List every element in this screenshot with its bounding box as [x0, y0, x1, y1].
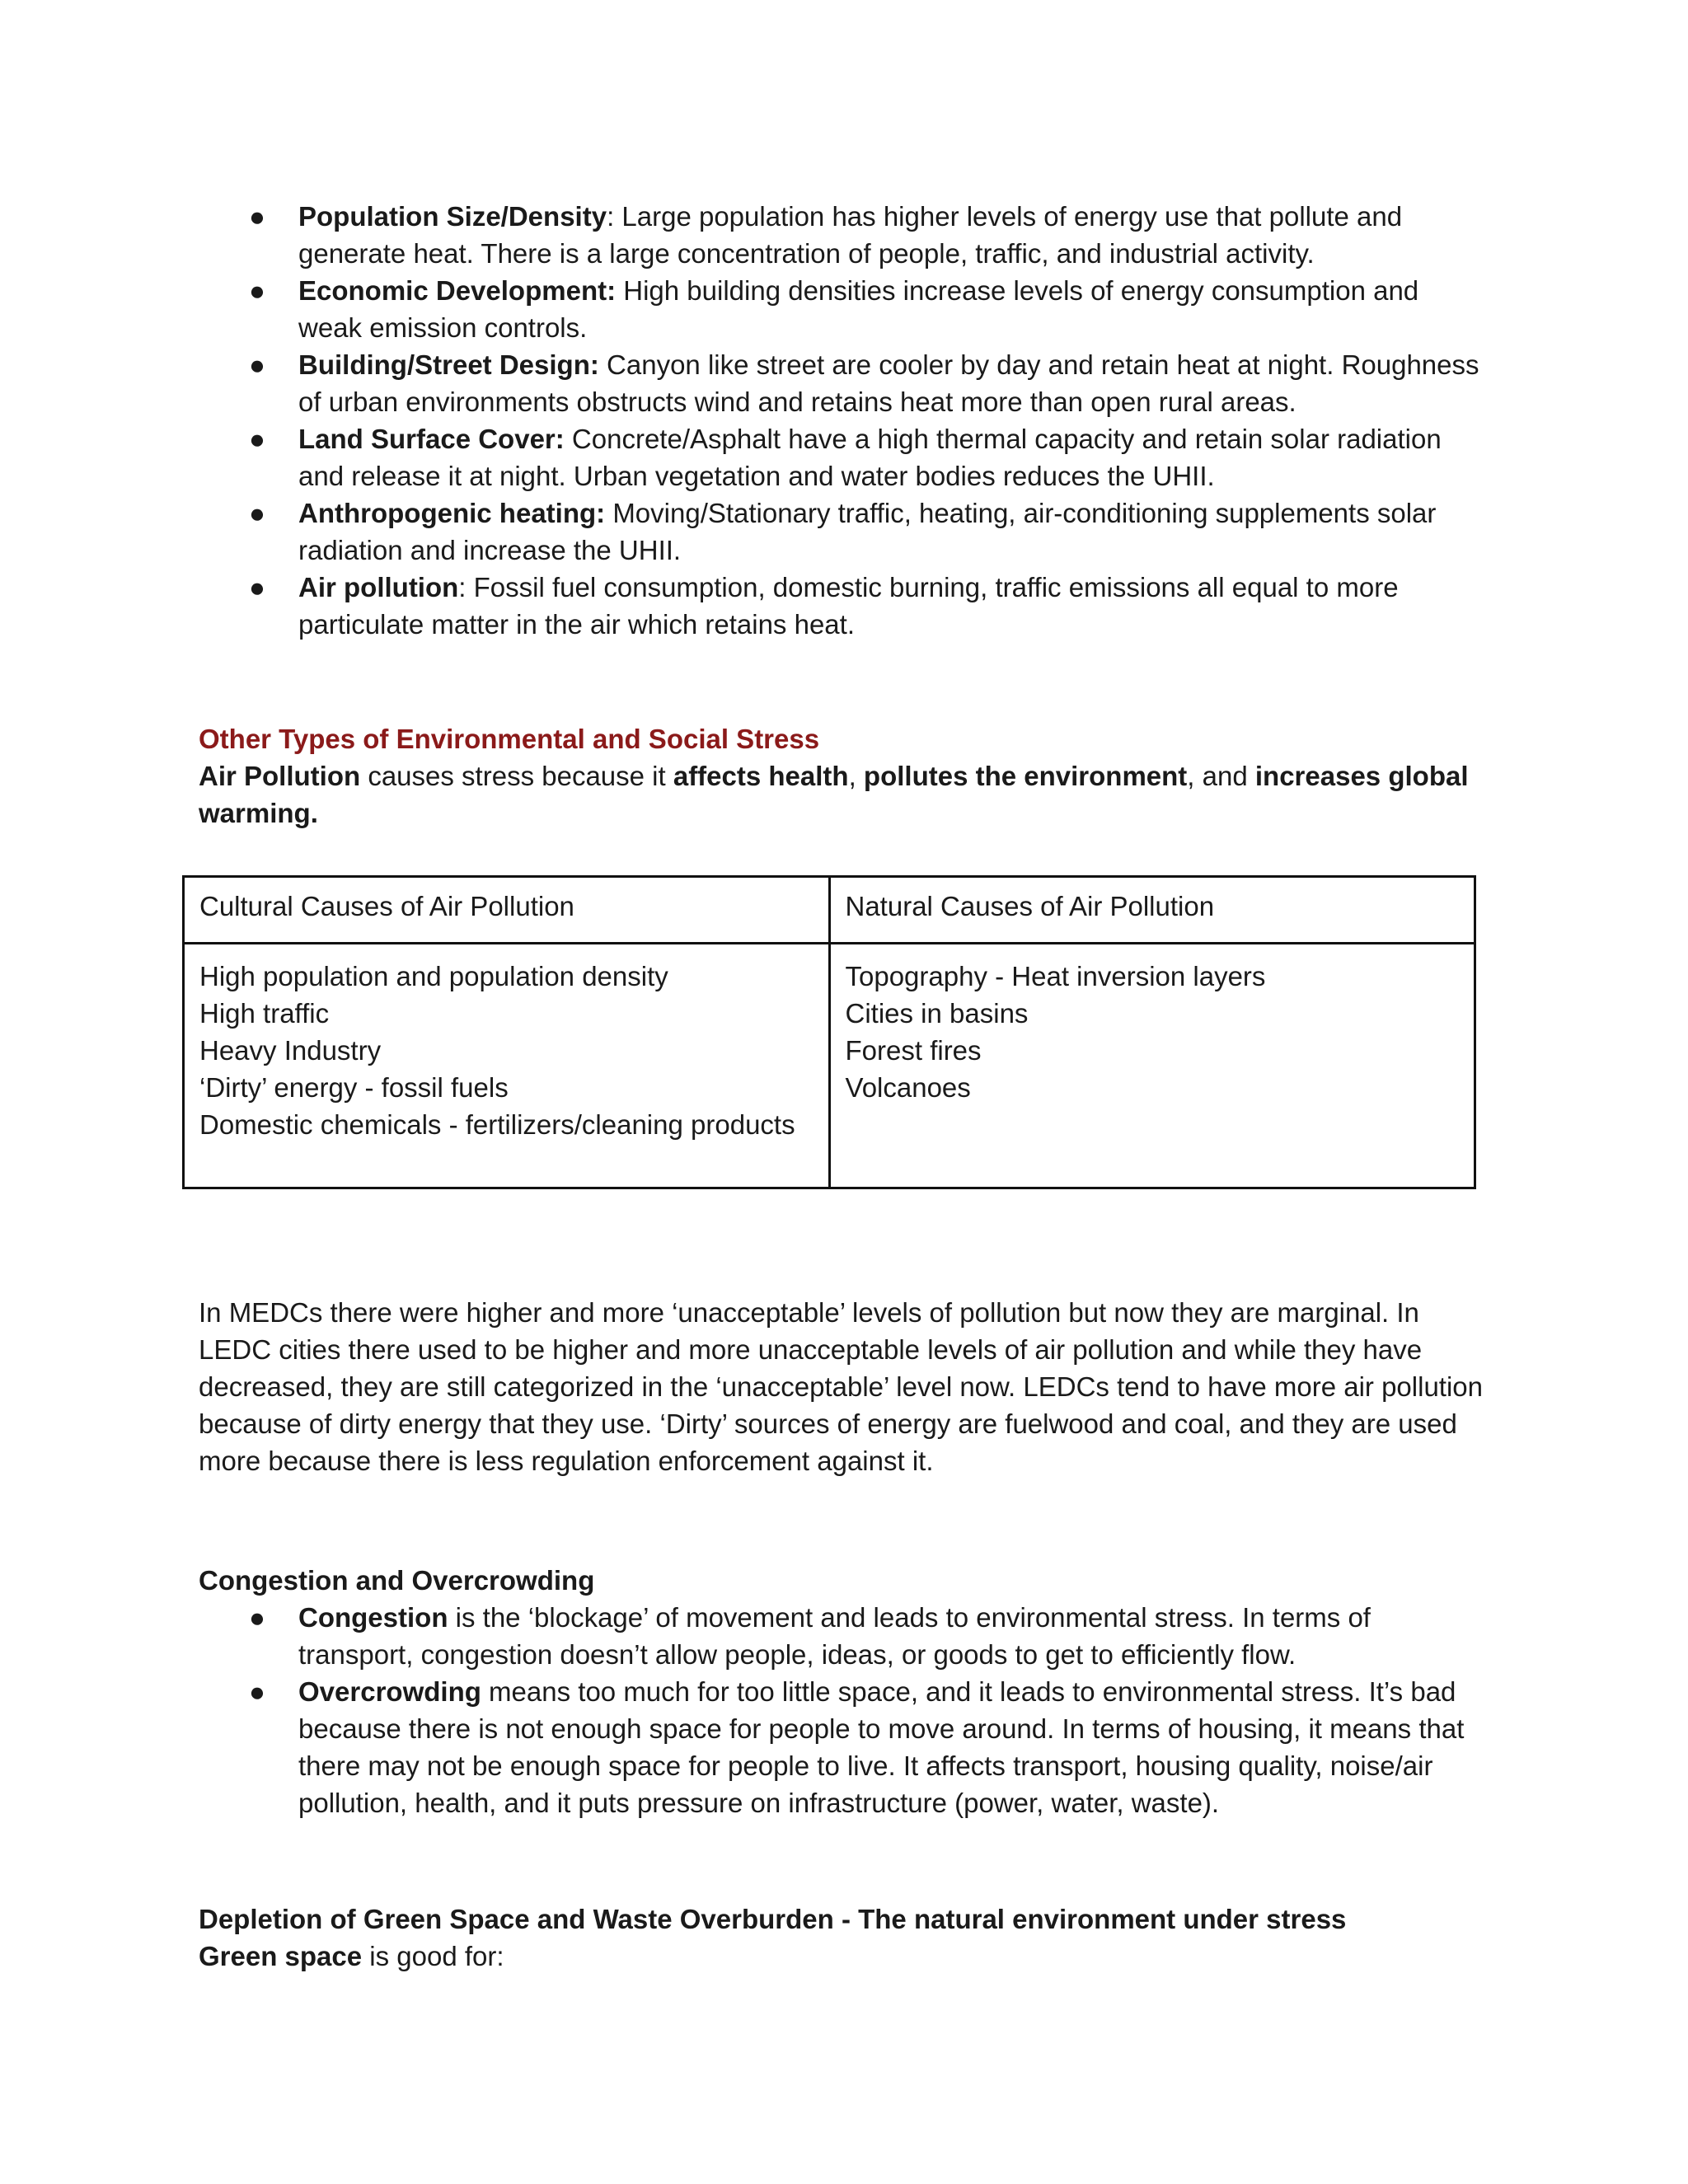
list-item: High population and population density	[199, 961, 668, 991]
factor-text: High building densities increase levels of energy consumption and weak emission controls.	[298, 275, 1419, 343]
factor-term: Population Size/Density	[298, 201, 607, 232]
bullet-icon: ●	[249, 1676, 265, 1707]
factor-text: Moving/Stationary traffic, heating, air-conditioning supplements solar radiation and increase the UHII.	[298, 498, 1437, 565]
medc-ledc-paragraph: In MEDCs there were higher and more ‘unacceptable’ levels of pollution but now they are marginal. In LEDC cities there used to be higher and more unacceptable levels of air pollution and while they have decreased, they are still categorized in the ‘unacceptable’ level now. LEDCs tend to have more air pollution because of dirty energy that they use. ‘Dirty’ sources of energy are fuelwood and coal, and they are used more because there is less regulation enforcement against it.	[199, 1297, 1484, 1476]
factor-item	[199, 272, 1484, 346]
factor-term: Air pollution	[298, 572, 459, 602]
green-space-section	[199, 1900, 1484, 1975]
bullet-icon: ●	[249, 424, 265, 454]
section-heading: Congestion and Overcrowding	[199, 1565, 595, 1596]
uhi-factors-list	[199, 198, 1484, 643]
bullet-icon: ●	[249, 498, 265, 528]
list-item: ● Congestion is the ‘blockage’ of movement and leads to environmental stress. In terms of transport, congestion doesn’t allow people, ideas, or goods to get to efficiently flow.	[199, 1599, 1484, 1673]
list-item: ‘Dirty’ energy - fossil fuels	[199, 1072, 509, 1103]
bullet-icon: ●	[249, 572, 265, 602]
factor-text: Canyon like street are cooler by day and retain heat at night. Roughness of urban environments obstructs wind and retains heat more than open rural areas.	[298, 349, 1479, 417]
bullet-icon: ●	[249, 201, 265, 232]
green-space-intro: Green space is good for:	[199, 1941, 504, 1971]
congestion-section	[199, 1562, 1484, 1821]
table-header-cell: Cultural Causes of Air Pollution	[184, 877, 830, 944]
other-types-section	[199, 720, 1484, 832]
factor-text: Fossil fuel consumption, domestic burning, traffic emissions all equal to more particulate matter in the air which retains heat.	[298, 572, 1399, 640]
factor-item	[199, 420, 1484, 494]
air-pollution-causes-table	[182, 875, 1476, 1189]
list-item: Cities in basins	[845, 998, 1029, 1029]
factor-term: Building/Street Design:	[298, 349, 599, 380]
section-heading: Other Types of Environmental and Social Stress	[199, 724, 820, 754]
bullet-icon: ●	[249, 275, 265, 306]
list-item: Heavy Industry	[199, 1035, 382, 1066]
bullet-icon: ●	[249, 349, 265, 380]
list-item: Domestic chemicals - fertilizers/cleaning products	[199, 1109, 795, 1140]
table-row	[184, 944, 1475, 1188]
bullet-icon: ●	[249, 1602, 265, 1633]
factor-item: ● Air pollution: Fossil fuel consumption, domestic burning, traffic emissions all equal to more particulate matter in the air which retains heat.	[199, 569, 1484, 643]
list-item: Forest fires	[845, 1035, 982, 1066]
table-cell-cultural	[184, 944, 830, 1188]
factor-item	[199, 346, 1484, 420]
congestion-list	[199, 1599, 1484, 1821]
table-header-row	[184, 877, 1475, 944]
factor-term: Economic Development:	[298, 275, 617, 306]
factor-item: ● Population Size/Density: Large population has higher levels of energy use that pollute and generate heat. There is a large concentration of people, traffic, and industrial activity.	[199, 198, 1484, 272]
list-item: Topography - Heat inversion layers	[845, 961, 1266, 991]
table-cell-natural	[829, 944, 1475, 1188]
section-heading: Depletion of Green Space and Waste Overburden - The natural environment under stress	[199, 1904, 1347, 1934]
factor-text: Concrete/Asphalt have a high thermal capacity and retain solar radiation and release it at night. Urban vegetation and water bodies reduces the UHII.	[298, 424, 1442, 491]
factor-item	[199, 494, 1484, 569]
list-item: Volcanoes	[845, 1072, 971, 1103]
factor-text: Large population has higher levels of energy use that pollute and generate heat. There is a large concentration of people, traffic, and industrial activity.	[298, 201, 1403, 269]
air-pollution-intro: Air Pollution causes stress because it affects health, pollutes the environment, and increases global warming.	[199, 761, 1469, 828]
list-item: High traffic	[199, 998, 330, 1029]
factor-term: Land Surface Cover:	[298, 424, 565, 454]
table-header-cell: Natural Causes of Air Pollution	[829, 877, 1475, 944]
factor-term: Anthropogenic heating:	[298, 498, 606, 528]
list-item: ● Overcrowding means too much for too little space, and it leads to environmental stress. It’s bad because there is not enough space for people to move around. In terms of housing, it means that there may not be enough space for people to live. It affects transport, housing quality, noise/air pollution, health, and it puts pressure on infrastructure (power, water, waste).	[199, 1673, 1484, 1821]
